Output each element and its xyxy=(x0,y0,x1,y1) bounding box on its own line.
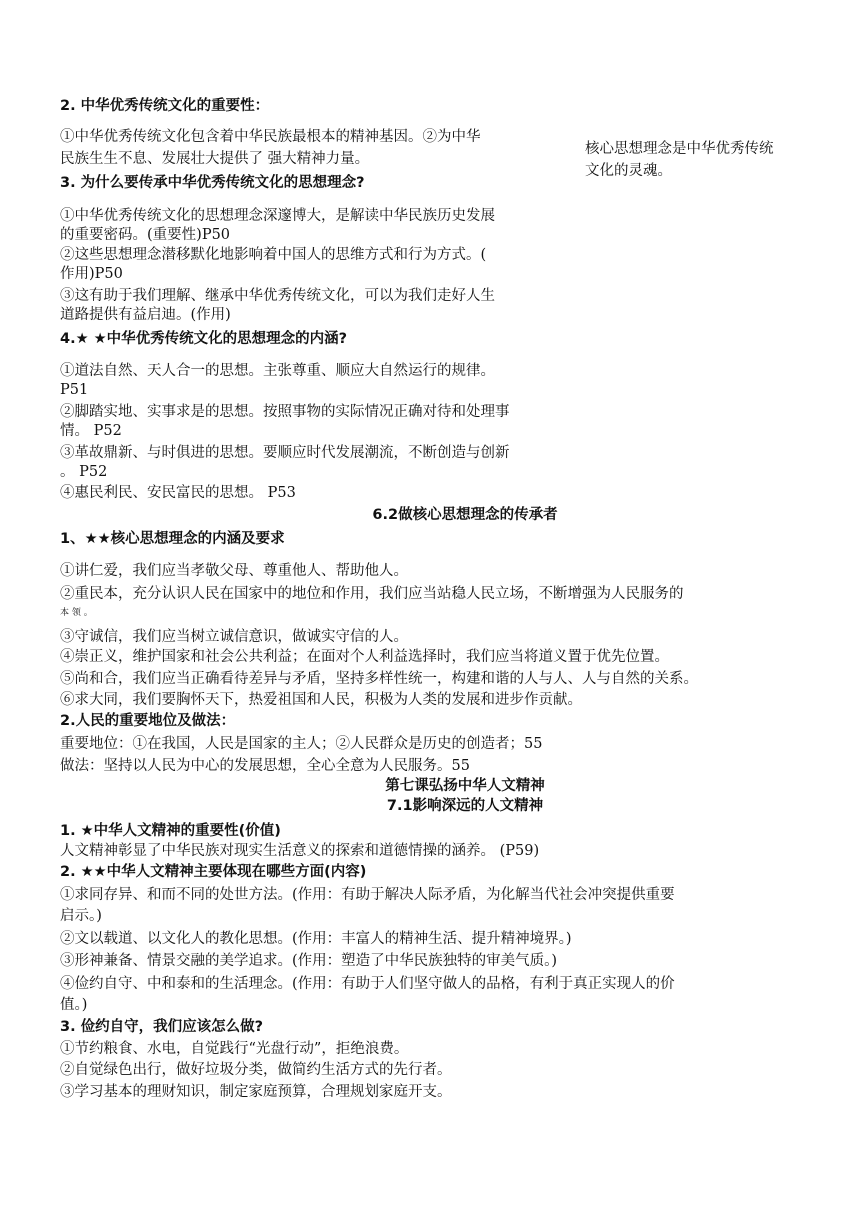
list-item: ⑥求大同，我们要胸怀天下，热爱祖国和人民，积极为人类的发展和进步作贡献。 xyxy=(60,692,582,708)
text-line: 的重要密码。(重要性)P50 xyxy=(60,227,231,243)
heading-core-ideas: 1、★★核心思想理念的内涵及要求 xyxy=(60,531,285,547)
text-line: ①中华优秀传统文化的思想理念深邃博大，是解读中华民族历史发展 xyxy=(60,208,495,224)
text-line: ③革故鼎新、与时俱进的思想。要顺应时代发展潮流，不断创造与创新 xyxy=(60,445,510,461)
heading-importance: 2. 中华优秀传统文化的重要性： xyxy=(60,98,270,114)
heading-frugality: 3. 俭约自守，我们应该怎么做? xyxy=(60,1019,264,1035)
heading-people: 2.人民的重要地位及做法： xyxy=(60,713,236,729)
heading-why-inherit: 3. 为什么要传承中华优秀传统文化的思想理念? xyxy=(60,175,365,191)
text-line: ②这些思想理念潜移默化地影响着中国人的思维方式和行为方式。( xyxy=(60,247,487,263)
list-item-continued: 启示。) xyxy=(60,908,102,924)
list-item: ③学习基本的理财知识，制定家庭预算，合理规划家庭开支。 xyxy=(60,1084,452,1100)
list-item: ①讲仁爱，我们应当孝敬父母、尊重他人、帮助他人。 xyxy=(60,563,408,579)
heading-connotation: 4.★ ★中华优秀传统文化的思想理念的内涵? xyxy=(60,331,348,347)
text-line: 人文精神彰显了中华民族对现实生活意义的探索和道德情操的涵养。 (P59) xyxy=(60,843,540,859)
text-line: 民族生生不息、发展壮大提供了 强大精神力量。 xyxy=(60,151,370,167)
list-item: ④崇正义，维护国家和社会公共利益；在面对个人利益选择时，我们应当将道义置于优先位置。 xyxy=(60,649,669,665)
text-line: P51 xyxy=(60,382,89,398)
list-item: ⑤尚和合，我们应当正确看待差异与矛盾，坚持多样性统一，构建和谐的人与人、人与自然的关系。 xyxy=(60,671,698,687)
side-note-line: 核心思想理念是中华优秀传统 xyxy=(585,141,774,157)
list-item: ③守诚信，我们应当树立诚信意识，做诚实守信的人。 xyxy=(60,629,408,645)
text-line: ①中华优秀传统文化包含着中华民族最根本的精神基因。②为中华 xyxy=(60,129,481,145)
heading-humanistic-importance: 1. ★中华人文精神的重要性(价值) xyxy=(60,823,281,839)
heading-humanistic-aspects: 2. ★★中华人文精神主要体现在哪些方面(内容) xyxy=(60,864,367,880)
text-line: 作用)P50 xyxy=(60,266,123,282)
list-item: ②自觉绿色出行，做好垃圾分类，做简约生活方式的先行者。 xyxy=(60,1062,452,1078)
text-line: 重要地位：①在我国，人民是国家的主人；②人民群众是历史的创造者；55 xyxy=(60,736,543,752)
section-title: 7.1影响深远的人文精神 xyxy=(386,798,544,814)
text-line: 做法：坚持以人民为中心的发展思想，全心全意为人民服务。55 xyxy=(60,758,470,774)
list-item-continued: 本 领 。 xyxy=(60,608,93,618)
text-line: ②脚踏实地、实事求是的思想。按照事物的实际情况正确对待和处理事 xyxy=(60,404,510,420)
list-item: ④俭约自守、中和泰和的生活理念。(作用：有助于人们坚守做人的品格，有利于真正实现人的价 xyxy=(60,976,675,992)
list-item-continued: 值。) xyxy=(60,997,88,1013)
text-line: 情。 P52 xyxy=(60,423,122,439)
text-line: ④惠民利民、安民富民的思想。 P53 xyxy=(60,485,296,501)
text-line: 。 P52 xyxy=(60,464,108,480)
section-title: 6.2做核心思想理念的传承者 xyxy=(372,507,558,523)
side-note-line: 文化的灵魂。 xyxy=(585,163,672,179)
text-line: ①道法自然、天人合一的思想。主张尊重、顺应大自然运行的规律。 xyxy=(60,363,495,379)
list-item: ②文以载道、以文化人的教化思想。(作用：丰富人的精神生活、提升精神境界。) xyxy=(60,931,572,947)
list-item: ②重民本，充分认识人民在国家中的地位和作用，我们应当站稳人民立场，不断增强为人民服务的 xyxy=(60,586,684,602)
lesson-title: 第七课弘扬中华人文精神 xyxy=(385,778,545,794)
text-line: 道路提供有益启迪。(作用) xyxy=(60,307,231,323)
text-line: ③这有助于我们理解、继承中华优秀传统文化，可以为我们走好人生 xyxy=(60,288,495,304)
list-item: ①节约粮食、水电，自觉践行“光盘行动”，拒绝浪费。 xyxy=(60,1041,409,1057)
list-item: ①求同存异、和而不同的处世方法。(作用：有助于解决人际矛盾，为化解当代社会冲突提供重要 xyxy=(60,887,675,903)
list-item: ③形神兼备、情景交融的美学追求。(作用：塑造了中华民族独特的审美气质。) xyxy=(60,953,558,969)
